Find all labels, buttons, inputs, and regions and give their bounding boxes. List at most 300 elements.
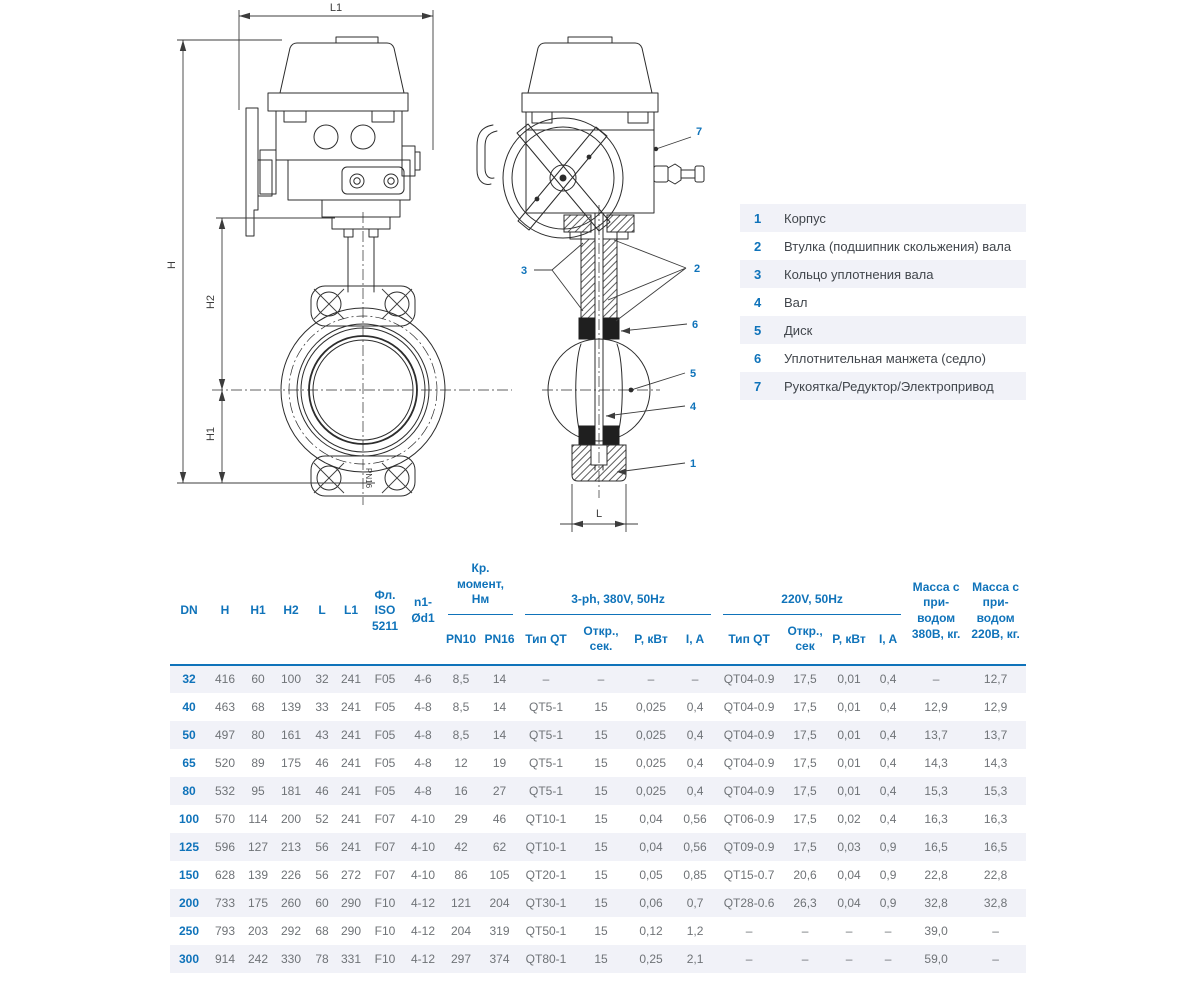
svg-text:L1: L1 <box>329 2 343 14</box>
table-cell: 4-10 <box>410 867 436 882</box>
table-cell: 0,025 <box>636 699 667 714</box>
table-cell: 0,04 <box>639 839 663 854</box>
table-cell: 0,4 <box>879 755 897 770</box>
table-cell: 914 <box>214 951 236 966</box>
table-cell: 0,4 <box>879 783 897 798</box>
table-cell: 15,3 <box>924 783 948 798</box>
table-cell: 4-12 <box>410 923 436 938</box>
table-cell: 0,025 <box>636 727 667 742</box>
dim-H1 <box>205 390 225 483</box>
table-cell: 204 <box>489 895 510 910</box>
legend-item-number: 5 <box>754 322 762 338</box>
table-cell: 13,7 <box>983 727 1008 742</box>
technical-drawing <box>160 0 720 550</box>
table-cell: 89 <box>251 755 265 770</box>
table-row <box>170 749 1026 777</box>
table-cell: 15 <box>594 923 608 938</box>
table-cell: QT04-0.9 <box>723 755 775 770</box>
table-cell: – <box>992 951 999 966</box>
table-cell: 4-6 <box>404 665 442 693</box>
table-cell: 56 <box>315 867 329 882</box>
cable-gland <box>314 125 338 149</box>
table-cell: 62 <box>492 839 507 854</box>
valve-drawing-svg <box>160 0 720 550</box>
table-row <box>170 721 1026 749</box>
dn-cell: 125 <box>178 839 200 854</box>
handwheel <box>503 118 623 238</box>
table-cell: 204 <box>450 923 472 938</box>
table-cell: 4-8 <box>414 727 432 742</box>
table-cell: – <box>801 923 809 938</box>
front-view <box>166 2 512 505</box>
table-cell: 0,9 <box>879 839 897 854</box>
table-cell: 52 <box>315 811 329 826</box>
table-cell: 60 <box>242 665 274 693</box>
table-cell: 161 <box>280 727 302 742</box>
table-cell: QT04-0.9 <box>723 783 775 798</box>
table-cell: 60 <box>315 895 329 910</box>
table-cell: F10 <box>374 951 396 966</box>
shaft-seal <box>603 318 619 339</box>
dn-cell: 250 <box>178 923 200 938</box>
table-cell: – <box>745 923 753 938</box>
table-cell: 241 <box>340 755 362 770</box>
table-cell: 596 <box>214 839 236 854</box>
dn-cell: 200 <box>178 895 200 910</box>
table-cell: – <box>845 923 853 938</box>
legend-item-number: 4 <box>754 294 762 310</box>
pn-marking: PN16 <box>364 467 373 489</box>
actuator-flange <box>268 93 408 111</box>
actuator-dome <box>280 43 404 93</box>
table-cell: 4-8 <box>414 699 432 714</box>
table-cell: 497 <box>214 727 236 742</box>
table-cell: QT04-0.9 <box>717 665 781 693</box>
table-cell: QT5-1 <box>529 783 564 798</box>
table-cell: 46 <box>315 755 329 770</box>
table-cell: 8,5 <box>452 727 470 742</box>
table-cell: 121 <box>450 895 472 910</box>
table-cell: 15 <box>594 895 608 910</box>
table-cell: 0,4 <box>686 755 704 770</box>
table-cell: 175 <box>280 755 302 770</box>
legend-row <box>740 372 1026 400</box>
table-cell: 0,9 <box>879 867 897 882</box>
table-cell: 86 <box>454 867 468 882</box>
col-header-h2: H2 <box>283 603 299 618</box>
table-cell: 374 <box>489 951 510 966</box>
table-cell: 17,5 <box>793 811 817 826</box>
table-cell: 0,12 <box>639 923 663 938</box>
table-cell: – <box>884 951 892 966</box>
table-cell: 463 <box>214 699 236 714</box>
callout-6: 6 <box>692 319 699 331</box>
table-cell: QT28-0.6 <box>723 895 775 910</box>
table-cell: 15 <box>594 951 608 966</box>
table-cell: QT09-0.9 <box>723 839 775 854</box>
dn-cell: 100 <box>178 811 200 826</box>
table-cell: 22,8 <box>983 867 1008 882</box>
table-cell: 17,5 <box>793 699 817 714</box>
table-cell: 15 <box>594 867 608 882</box>
legend-row <box>740 260 1026 288</box>
table-cell: 16,3 <box>924 811 948 826</box>
table-cell: 33 <box>315 699 329 714</box>
table-cell: 20,6 <box>793 867 817 882</box>
table-cell: 0,7 <box>686 895 704 910</box>
table-cell: 241 <box>340 839 362 854</box>
dn-cell: 50 <box>182 727 196 742</box>
table-cell: 114 <box>248 811 268 826</box>
section-view <box>477 37 704 532</box>
table-cell: 241 <box>340 727 362 742</box>
table-cell: QT5-1 <box>529 727 564 742</box>
table-cell: 4-10 <box>410 839 436 854</box>
table-cell: 15 <box>594 811 608 826</box>
col-header-p-kw-380: P, кВт <box>634 631 668 646</box>
col-header-pn10: PN10 <box>445 631 477 646</box>
table-cell: QT5-1 <box>529 755 564 770</box>
table-cell: QT06-0.9 <box>723 811 775 826</box>
table-cell: 0,4 <box>686 699 704 714</box>
col-header-mass220: Масса с приводом 220В, кг. <box>971 579 1020 641</box>
table-cell: 14,3 <box>924 755 948 770</box>
table-cell: 127 <box>247 839 269 854</box>
table-cell: 0,9 <box>879 895 897 910</box>
table-cell: 80 <box>251 727 265 742</box>
table-cell: 32 <box>308 665 336 693</box>
table-cell: QT20-1 <box>525 867 567 882</box>
table-cell: 16,5 <box>924 839 948 854</box>
parts-legend <box>740 204 1026 400</box>
handwheel-edge <box>246 108 258 236</box>
legend-item-label: Диск <box>784 322 813 338</box>
table-cell: 175 <box>247 895 269 910</box>
table-cell: 14 <box>480 665 519 693</box>
table-cell: 17,5 <box>781 665 829 693</box>
table-cell: 416 <box>208 665 242 693</box>
specs-table <box>170 558 1026 973</box>
table-cell: 12,7 <box>965 665 1026 693</box>
table-cell: 1,2 <box>686 923 704 938</box>
table-cell: 8,5 <box>452 699 470 714</box>
table-cell: F05 <box>374 699 396 714</box>
table-cell: QT04-0.9 <box>723 727 775 742</box>
table-row <box>170 693 1026 721</box>
table-cell: 290 <box>340 923 362 938</box>
table-cell: 4-10 <box>410 811 436 826</box>
group-header-380v: 3-ph, 380V, 50Hz <box>519 558 717 618</box>
table-cell: QT50-1 <box>525 923 567 938</box>
table-cell: F07 <box>374 839 396 854</box>
col-header-open-sec-380: Откр., сек. <box>583 623 619 654</box>
table-cell: QT15-0.7 <box>723 867 775 882</box>
table-cell: 0,4 <box>879 811 897 826</box>
table-cell: 0,03 <box>837 839 861 854</box>
table-cell: 241 <box>340 699 362 714</box>
table-cell: 68 <box>315 923 329 938</box>
table-cell: 17,5 <box>793 783 817 798</box>
table-cell: 0,01 <box>837 755 861 770</box>
table-row <box>170 777 1026 805</box>
callout-3: 3 <box>520 265 528 277</box>
table-cell: 139 <box>247 867 269 882</box>
legend-row <box>740 232 1026 260</box>
col-header-type-qt-220: Тип QT <box>728 631 770 646</box>
table-cell: – <box>884 923 892 938</box>
callout-1: 1 <box>690 458 697 470</box>
table-cell: 0,4 <box>686 783 704 798</box>
table-cell: 0,06 <box>639 895 663 910</box>
table-cell: 100 <box>274 665 308 693</box>
table-cell: 12 <box>454 755 468 770</box>
table-cell: 793 <box>214 923 236 938</box>
table-cell: 16 <box>454 783 468 798</box>
table-cell: 26,3 <box>793 895 817 910</box>
legend-item-number: 1 <box>754 210 762 226</box>
table-cell: 17,5 <box>793 755 817 770</box>
table-cell: 27 <box>492 783 507 798</box>
table-cell: 32,8 <box>924 895 948 910</box>
table-cell: 46 <box>492 811 507 826</box>
dn-cell: 80 <box>182 783 196 798</box>
specs-table-body <box>170 665 1026 973</box>
dn-cell: 32 <box>170 665 208 693</box>
col-header-l: L <box>318 603 326 618</box>
table-cell: 290 <box>340 895 362 910</box>
table-cell: 241 <box>336 665 366 693</box>
table-cell: 15 <box>594 699 608 714</box>
table-cell: 200 <box>280 811 302 826</box>
table-cell: 0,25 <box>639 951 663 966</box>
table-cell: QT5-1 <box>529 699 564 714</box>
table-cell: F05 <box>374 755 396 770</box>
table-cell: 15,3 <box>983 783 1008 798</box>
table-cell: 532 <box>214 783 236 798</box>
callout-4: 4 <box>690 401 697 413</box>
table-cell: 0,04 <box>837 895 861 910</box>
dn-cell: 150 <box>178 867 200 882</box>
actuator-top-tab <box>336 37 378 43</box>
table-cell: 181 <box>280 783 302 798</box>
table-row <box>170 833 1026 861</box>
legend-item-label: Уплотнительная манжета (седло) <box>784 350 986 366</box>
actuator-dome-side <box>528 43 652 93</box>
table-cell: 15 <box>594 839 608 854</box>
table-cell: 0,4 <box>879 699 897 714</box>
table-cell: F05 <box>366 665 404 693</box>
legend-row <box>740 316 1026 344</box>
table-cell: 4-8 <box>414 755 432 770</box>
table-cell: 213 <box>280 839 302 854</box>
table-cell: 22,8 <box>924 867 948 882</box>
table-row <box>170 917 1026 945</box>
table-cell: F05 <box>374 727 396 742</box>
col-header-i-a-220: I, A <box>878 631 898 646</box>
table-cell: 14 <box>492 727 507 742</box>
bolt-plate <box>342 167 404 194</box>
table-cell: 17,5 <box>793 727 817 742</box>
svg-text:H2: H2 <box>205 294 217 310</box>
group-header-torque: Кр. момент, Нм <box>442 558 519 618</box>
table-cell: 46 <box>315 783 329 798</box>
table-cell: F10 <box>374 895 396 910</box>
col-header-h1: H1 <box>250 603 266 618</box>
table-cell: 15 <box>594 727 608 742</box>
table-cell: 16,3 <box>983 811 1008 826</box>
table-cell: 242 <box>247 951 269 966</box>
table-cell: 19 <box>492 755 507 770</box>
svg-text:L: L <box>595 508 603 520</box>
dn-cell: 40 <box>182 699 196 714</box>
legend-item-number: 3 <box>754 266 762 282</box>
table-cell: 43 <box>315 727 329 742</box>
table-cell: 241 <box>340 811 362 826</box>
table-cell: – <box>629 665 673 693</box>
shaft-seal <box>579 318 595 339</box>
table-cell: 4-12 <box>410 895 436 910</box>
table-cell: 260 <box>280 895 302 910</box>
table-row <box>170 889 1026 917</box>
table-cell: 292 <box>280 923 302 938</box>
legend-item-label: Рукоятка/Редуктор/Электропривод <box>784 378 994 394</box>
legend-item-label: Корпус <box>784 210 826 226</box>
table-cell: 0,56 <box>683 811 707 826</box>
callout-7: 7 <box>696 126 703 138</box>
table-cell: 0,56 <box>683 839 707 854</box>
table-cell: 203 <box>247 923 269 938</box>
table-cell: 0,04 <box>639 811 663 826</box>
table-cell: 0,4 <box>686 727 704 742</box>
table-cell: 330 <box>280 951 302 966</box>
col-header-mass380: Масса с приводом 380В, кг. <box>911 579 961 641</box>
table-cell: QT30-1 <box>525 895 567 910</box>
col-header-type-qt-380: Тип QT <box>525 631 567 646</box>
table-cell: 0,025 <box>636 783 667 798</box>
legend-item-label: Вал <box>784 294 808 310</box>
table-cell: 0,01 <box>829 665 869 693</box>
table-cell: 17,5 <box>793 839 817 854</box>
table-cell: 16,5 <box>983 839 1008 854</box>
table-cell: 68 <box>251 699 265 714</box>
table-cell: – <box>519 665 573 693</box>
table-cell: F07 <box>374 811 396 826</box>
col-header-flange: Фл. ISO 5211 <box>371 587 399 633</box>
table-cell: 12,9 <box>983 699 1008 714</box>
table-cell: 520 <box>214 755 236 770</box>
table-cell: – <box>673 665 717 693</box>
dim-L1 <box>239 2 433 150</box>
table-cell: 0,01 <box>837 727 861 742</box>
dn-cell: 300 <box>178 951 200 966</box>
table-row <box>170 945 1026 973</box>
table-row <box>170 861 1026 889</box>
table-cell: 59,0 <box>924 951 948 966</box>
table-cell: 0,05 <box>639 867 663 882</box>
table-cell: 570 <box>214 811 236 826</box>
table-cell: 0,4 <box>879 727 897 742</box>
table-cell: 0,85 <box>683 867 707 882</box>
table-cell: – <box>907 665 965 693</box>
table-row <box>170 665 1026 693</box>
svg-text:H1: H1 <box>205 426 217 442</box>
col-header-l1: L1 <box>343 603 358 618</box>
table-cell: 319 <box>489 923 510 938</box>
table-cell: 0,01 <box>837 783 861 798</box>
col-header-i-a-380: I, A <box>685 631 705 646</box>
table-cell: 733 <box>214 895 236 910</box>
legend-item-number: 7 <box>754 378 762 394</box>
legend-item-label: Кольцо уплотнения вала <box>784 266 934 282</box>
table-cell: QT04-0.9 <box>723 699 775 714</box>
legend-item-label: Втулка (подшипник скольжения) вала <box>784 238 1012 254</box>
col-header-open-sec-220: Откр., сек <box>787 623 823 654</box>
table-cell: 32,8 <box>983 895 1008 910</box>
table-cell: 14,3 <box>983 755 1008 770</box>
table-cell: 0,01 <box>837 699 861 714</box>
table-cell: 628 <box>214 867 236 882</box>
table-cell: 14 <box>492 699 507 714</box>
table-cell: 139 <box>280 699 302 714</box>
table-cell: 78 <box>315 951 329 966</box>
actuator-body <box>276 111 402 160</box>
table-cell: 2,1 <box>686 951 704 966</box>
table-cell: QT10-1 <box>525 811 567 826</box>
table-cell: – <box>573 665 629 693</box>
table-cell: 105 <box>489 867 510 882</box>
table-cell: QT10-1 <box>525 839 567 854</box>
shaft-bushing <box>581 239 595 318</box>
side-bolt <box>654 164 704 184</box>
table-cell: 0,02 <box>837 811 861 826</box>
table-cell: QT80-1 <box>525 951 567 966</box>
col-header-h: H <box>220 603 230 618</box>
callout-2: 2 <box>694 263 701 275</box>
table-cell: – <box>801 951 809 966</box>
table-cell: F10 <box>374 923 396 938</box>
dim-H <box>166 40 375 483</box>
table-cell: 4-12 <box>410 951 436 966</box>
table-cell: F05 <box>374 783 396 798</box>
table-cell: 241 <box>340 783 362 798</box>
seat-seal <box>579 426 595 445</box>
table-cell: – <box>845 951 853 966</box>
table-cell: – <box>992 923 999 938</box>
table-cell: 15 <box>594 783 608 798</box>
table-cell: 226 <box>280 867 302 882</box>
col-header-dn: DN <box>180 603 198 618</box>
table-cell: – <box>745 951 753 966</box>
col-header-pn16: PN16 <box>484 631 515 646</box>
table-cell: 272 <box>340 867 362 882</box>
table-cell: 8,5 <box>442 665 480 693</box>
legend-row <box>740 204 1026 232</box>
table-cell: 297 <box>450 951 472 966</box>
table-cell: 39,0 <box>924 923 948 938</box>
table-cell: 331 <box>340 951 362 966</box>
svg-text:H: H <box>166 261 178 269</box>
table-cell: 42 <box>454 839 468 854</box>
table-cell: 12,9 <box>924 699 948 714</box>
callout-5: 5 <box>690 368 697 380</box>
legend-item-number: 6 <box>754 350 762 366</box>
table-cell: 13,7 <box>924 727 948 742</box>
table-cell: 56 <box>315 839 329 854</box>
table-cell: 4-8 <box>414 783 432 798</box>
dn-cell: 65 <box>182 755 196 770</box>
table-cell: 0,4 <box>869 665 907 693</box>
specs-table-wrap <box>170 558 1026 973</box>
